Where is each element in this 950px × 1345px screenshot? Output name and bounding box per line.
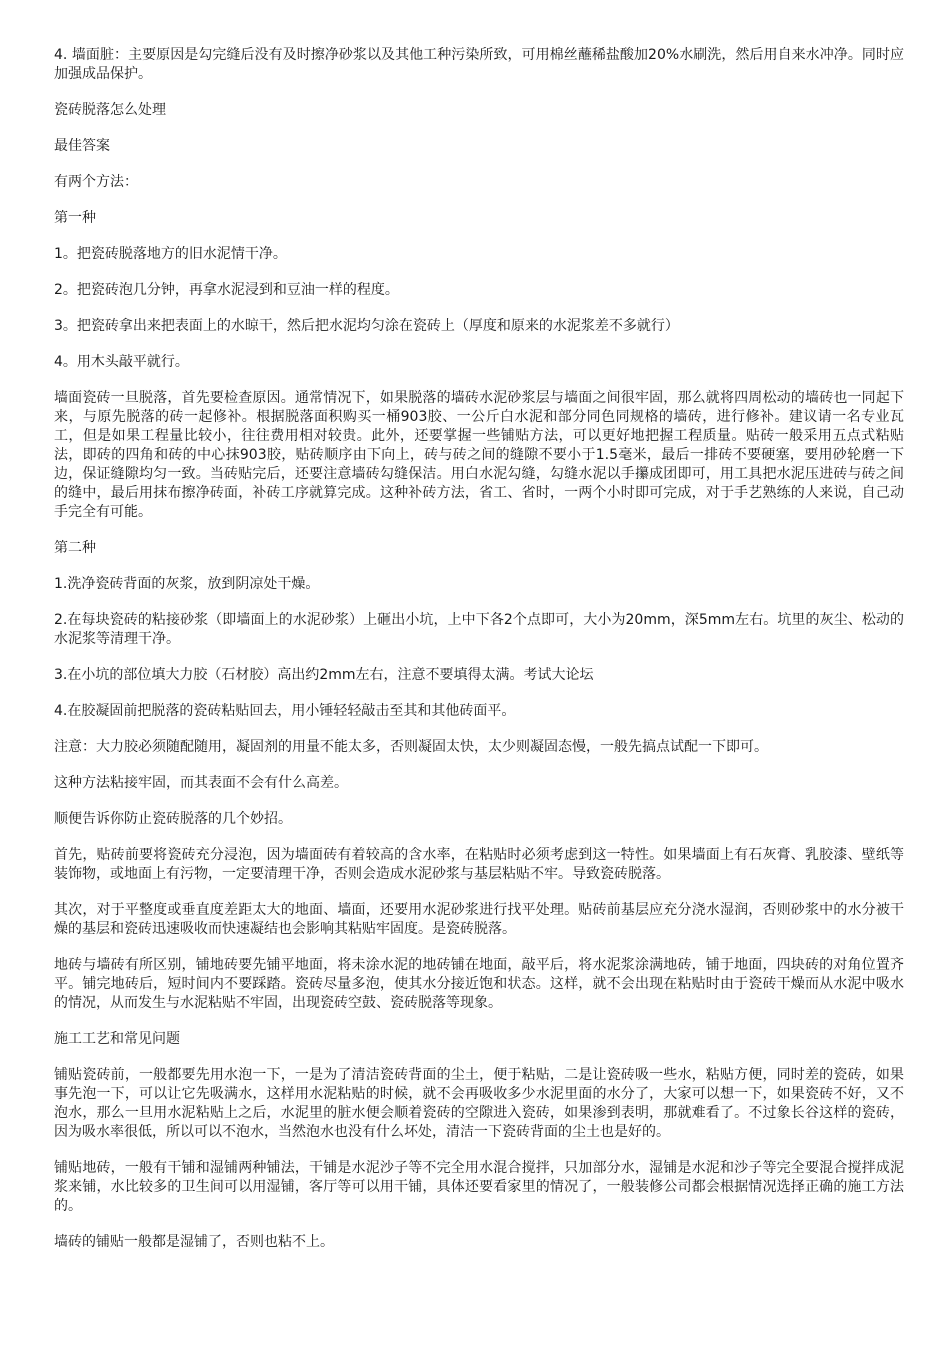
- list-item: 2。把瓷砖泡几分钟，再拿水泥浸到和豆油一样的程度。: [54, 282, 399, 298]
- paragraph-tip-second: 其次，对于平整度或垂直度差距太大的地面、墙面，还要用水泥砂浆进行找平处理。贴砖前基层应充分浇水湿润，否则砂浆中的水分被干燥的基层和瓷砖迅速吸收而快速凝结也会影响其粘贴牢固度。是瓷砖脱落。: [54, 902, 904, 937]
- heading-tile-falling: 瓷砖脱落怎么处理: [54, 102, 166, 118]
- paragraph-two-methods: 有两个方法：: [54, 174, 138, 190]
- list-item: 4.在胶凝固前把脱落的瓷砖粘贴回去，用小锤轻轻敲击至其和其他砖面平。: [54, 703, 516, 719]
- paragraph-floor-laying: 铺贴地砖，一般有干铺和湿铺两种铺法，干铺是水泥沙子等不完全用水混合搅拌，只加部分水，湿铺是水泥和沙子等完全要混合搅拌成泥浆来铺，水比较多的卫生间可以用湿铺，客厅等可以用干铺，具体还要看家里的情况了，一般装修公司都会根据情况选择正确的施工方法的。: [54, 1160, 904, 1214]
- list-item: 3。把瓷砖拿出来把表面上的水晾干，然后把水泥均匀涂在瓷砖上（厚度和原来的水泥浆差不多就行）: [54, 318, 679, 334]
- paragraph-wall-tile-repair: 墙面瓷砖一旦脱落，首先要检查原因。通常情况下，如果脱落的墙砖水泥砂浆层与墙面之间很牢固，那么就将四周松动的墙砖也一同起下来，与原先脱落的砖一起修补。根据脱落面积购买一桶903胶、一公斤白水泥和部分同色同规格的墙砖，进行修补。建议请一名专业瓦工，但是如果工程量比较小，往往费用相对较贵。此外，还要掌握一些铺贴方法，可以更好地把握工程质量。贴砖一般采用五点式粘贴法，即砖的四角和砖的中心抹903胶，贴砖顺序由下向上，砖与砖之间的缝隙不要小于1.5毫米，最后一排砖不要硬塞，要用砂轮磨一下边，保证缝隙均匀一致。当砖贴完后，还要注意墙砖勾缝保洁。用白水泥勾缝，勾缝水泥以手攥成团即可，用工具把水泥压进砖与砖之间的缝中，最后用抹布擦净砖面，补砖工序就算完成。这种补砖方法，省工、省时，一两个小时即可完成，对于手艺熟练的人来说，自己动手完全有可能。: [54, 390, 904, 520]
- paragraph-floor-vs-wall: 地砖与墙砖有所区别，铺地砖要先铺平地面，将未涂水泥的地砖铺在地面，敲平后，将水泥浆涂满地砖，铺于地面，四块砖的对角位置齐平。铺完地砖后，短时间内不要踩踏。瓷砖尽量多泡，使其水分接近饱和状态。这样，就不会出现在粘贴时由于瓷砖干燥而从水泥中吸水的情况，从而发生与水泥粘贴不牢固，出现瓷砖空鼓、瓷砖脱落等现象。: [54, 957, 904, 1011]
- paragraph-soak-tiles: 铺贴瓷砖前，一般都要先用水泡一下，一是为了清洁瓷砖背面的尘土，便于粘贴，二是让瓷砖吸一些水，粘贴方便，同时差的瓷砖，如果事先泡一下，可以让它先吸满水，这样用水泥粘贴的时候，就不会再吸收多少水泥里面的水分了，大家可以想一下，如果瓷砖不好，又不泡水，那么一旦用水泥粘贴上之后，水泥里的脏水便会顺着瓷砖的空隙进入瓷砖，如果渗到表明，那就难看了。不过象长谷这样的瓷砖，因为吸水率很低，所以可以不泡水，当然泡水也没有什么坏处，清洁一下瓷砖背面的尘土也是好的。: [54, 1067, 904, 1140]
- heading-construction: 施工工艺和常见问题: [54, 1031, 180, 1047]
- paragraph-method-result: 这种方法粘接牢固，而其表面不会有什么高差。: [54, 775, 348, 791]
- paragraph-wall-dirt: 4. 墙面脏：主要原因是勾完缝后没有及时擦净砂浆以及其他工种污染所致，可用棉丝蘸稀盐酸加20%水刷洗，然后用自来水冲净。同时应加强成品保护。: [54, 47, 904, 82]
- list-item: 3.在小坑的部位填大力胶（石材胶）高出约2mm左右，注意不要填得太满。考试大论坛: [54, 667, 594, 683]
- document-body: [54, 46, 904, 1269]
- paragraph-tip-first: 首先，贴砖前要将瓷砖充分浸泡，因为墙面砖有着较高的含水率，在粘贴时必须考虑到这一特性。如果墙面上有石灰膏、乳胶漆、壁纸等装饰物，或地面上有污物，一定要清理干净，否则会造成水泥砂浆与基层粘贴不牢。导致瓷砖脱落。: [54, 847, 904, 882]
- heading-method-two: 第二种: [54, 540, 96, 556]
- label-best-answer: 最佳答案: [54, 138, 110, 154]
- heading-method-one: 第一种: [54, 210, 96, 226]
- paragraph-wall-wet-laying: 墙砖的铺贴一般都是湿铺了，否则也粘不上。: [54, 1234, 334, 1250]
- list-item: 4。用木头敲平就行。: [54, 354, 189, 370]
- list-item: 1。把瓷砖脱落地方的旧水泥情干净。: [54, 246, 287, 262]
- list-item: 1.洗净瓷砖背面的灰浆，放到阴凉处干燥。: [54, 576, 320, 592]
- list-item: 2.在每块瓷砖的粘接砂浆（即墙面上的水泥砂浆）上砸出小坑，上中下各2个点即可，大小为20mm，深5mm左右。坑里的灰尘、松动的水泥浆等清理干净。: [54, 612, 904, 647]
- paragraph-note: 注意：大力胶必须随配随用，凝固剂的用量不能太多，否则凝固太快，太少则凝固态慢，一般先搞点试配一下即可。: [54, 739, 768, 755]
- paragraph-tips-intro: 顺便告诉你防止瓷砖脱落的几个妙招。: [54, 811, 292, 827]
